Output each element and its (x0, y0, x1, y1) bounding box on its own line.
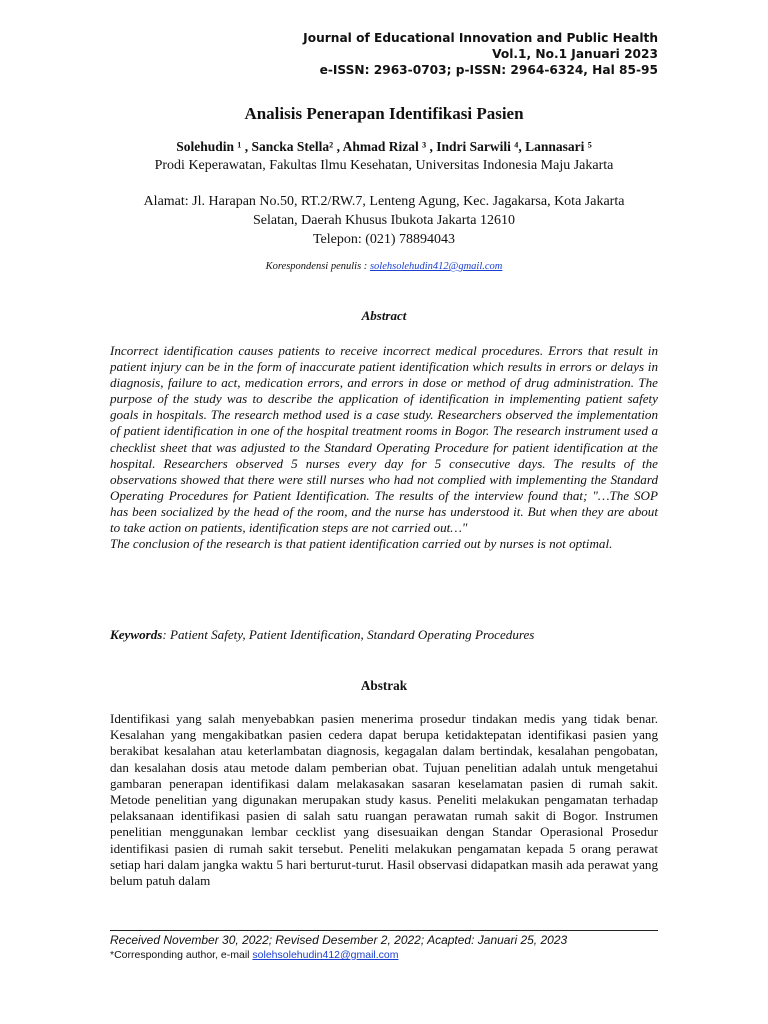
keywords-text: : Patient Safety, Patient Identification, Standard Operating Procedures (162, 627, 535, 642)
journal-header (303, 30, 658, 78)
correspondence-email-link[interactable]: solehsolehudin412@gmail.com (369, 261, 503, 272)
author-list: Solehudin ¹ , Sancka Stella² , Ahmad Rizal ³ , Indri Sarwili ⁴, Lannasari ⁵ (176, 139, 592, 154)
address-line-1: Alamat: Jl. Harapan No.50, RT.2/RW.7, Lenteng Agung, Kec. Jagakarsa, Kota Jakarta (143, 194, 625, 209)
address-block (0, 192, 768, 249)
keywords-label: Keywords (110, 627, 163, 642)
abstrak-heading: Abstrak (360, 678, 408, 693)
footnote-email-link[interactable]: solehsolehudin412@gmail.com (252, 949, 399, 961)
abstrak-indonesian: Identifikasi yang salah menyebabkan pasien menerima prosedur tindakan medis yang tidak benar. Kesalahan yang mengakibatkan pasien cedera dapat berupa ketidaktepatan identifikasi pasien yang berakibat kesalahan atau keterlambatan diagnosis, kegagalan dalam bertindak, kesalahan pengobatan, dan kesalahan dosis atau metode dalam pemberian obat. Tujuan penelitian adalah untuk mengetahui gambaran penerapan identifikasi dalam melakasakan sasaran keselamatan pasien di rumah sakit. Metode penelitian yang digunakan merupakan study kasus. Peneliti melakukan pengamatan terhadap pelaksanaan identifikasi pasien di salah satu ruangan perawatan rumah sakit di Bogor. Instrumen penelitian menggunakan lembar cecklist yang disesuaikan dengan Standar Operasional Prosedur identifikasi pasien di rumah sakit tersebut. Peneliti melakukan pengamatan kepada 5 orang perawat setiap hari dalam jangka waktu 5 hari berturut-turut. Hasil observasi didapatkan masih ada perawat yang belum patuh dalam (110, 711, 658, 889)
abstract-heading-text: Abstract (361, 308, 407, 323)
affiliation: Prodi Keperawatan, Fakultas Ilmu Kesehatan, Universitas Indonesia Maju Jakarta (154, 158, 614, 173)
address-line-2: Selatan, Daerah Khusus Ibukota Jakarta 12610 (252, 213, 516, 228)
abstract-heading (0, 308, 768, 324)
abstract-paragraph-2: The conclusion of the research is that patient identification carried out by nurses is not optimal. (110, 536, 613, 552)
keywords-line (110, 627, 658, 643)
abstract-english (110, 343, 658, 552)
journal-volume: Vol.1, No.1 Januari 2023 (492, 47, 658, 61)
corresponding-footnote (110, 949, 399, 961)
phone-number: Telepon: (021) 78894043 (312, 232, 456, 247)
correspondence-line (0, 261, 768, 272)
paper-title: Analisis Penerapan Identifikasi Pasien (244, 104, 524, 123)
corresponding-label: *Corresponding author, e-mail (110, 949, 253, 961)
abstract-paragraph-1: Incorrect identification causes patients to receive incorrect medical procedures. Errors that result in patient injury can be in the form of inaccurate patient identification which results in errors or delays in diagnosis, failure to act, medication errors, and errors in dose or method of drug administration. The purpose of the study was to describe the application of identification in implementing patient safety goals in hospitals. The research method used is a case study. Researchers observed the implementation of patient identification in one of the hospital treatment rooms in Bogor. The research instrument used a checklist sheet that was adjusted to the Standard Operating Procedure for patient identification at the hospital. Researchers observed 5 nurses every day for 5 consecutive days. The results of the observations showed that there were still nurses who had not complied with implementing the Standard Operating Procedures for Patient Identification. The results of the interview found that; "…The SOP has been socialized by the head of the room, and the nurse has understood it. But when they are about to take action on patients, identification steps are not carried out…" (110, 343, 658, 536)
journal-name: Journal of Educational Innovation and Public Health (303, 31, 658, 45)
received-dates: Received November 30, 2022; Revised Desember 2, 2022; Acapted: Januari 25, 2023 (110, 933, 568, 947)
footer-divider (110, 930, 658, 931)
correspondence-label: Korespondensi penulis : (265, 261, 370, 272)
journal-issn: e-ISSN: 2963-0703; p-ISSN: 2964-6324, Hal 85-95 (319, 63, 658, 77)
